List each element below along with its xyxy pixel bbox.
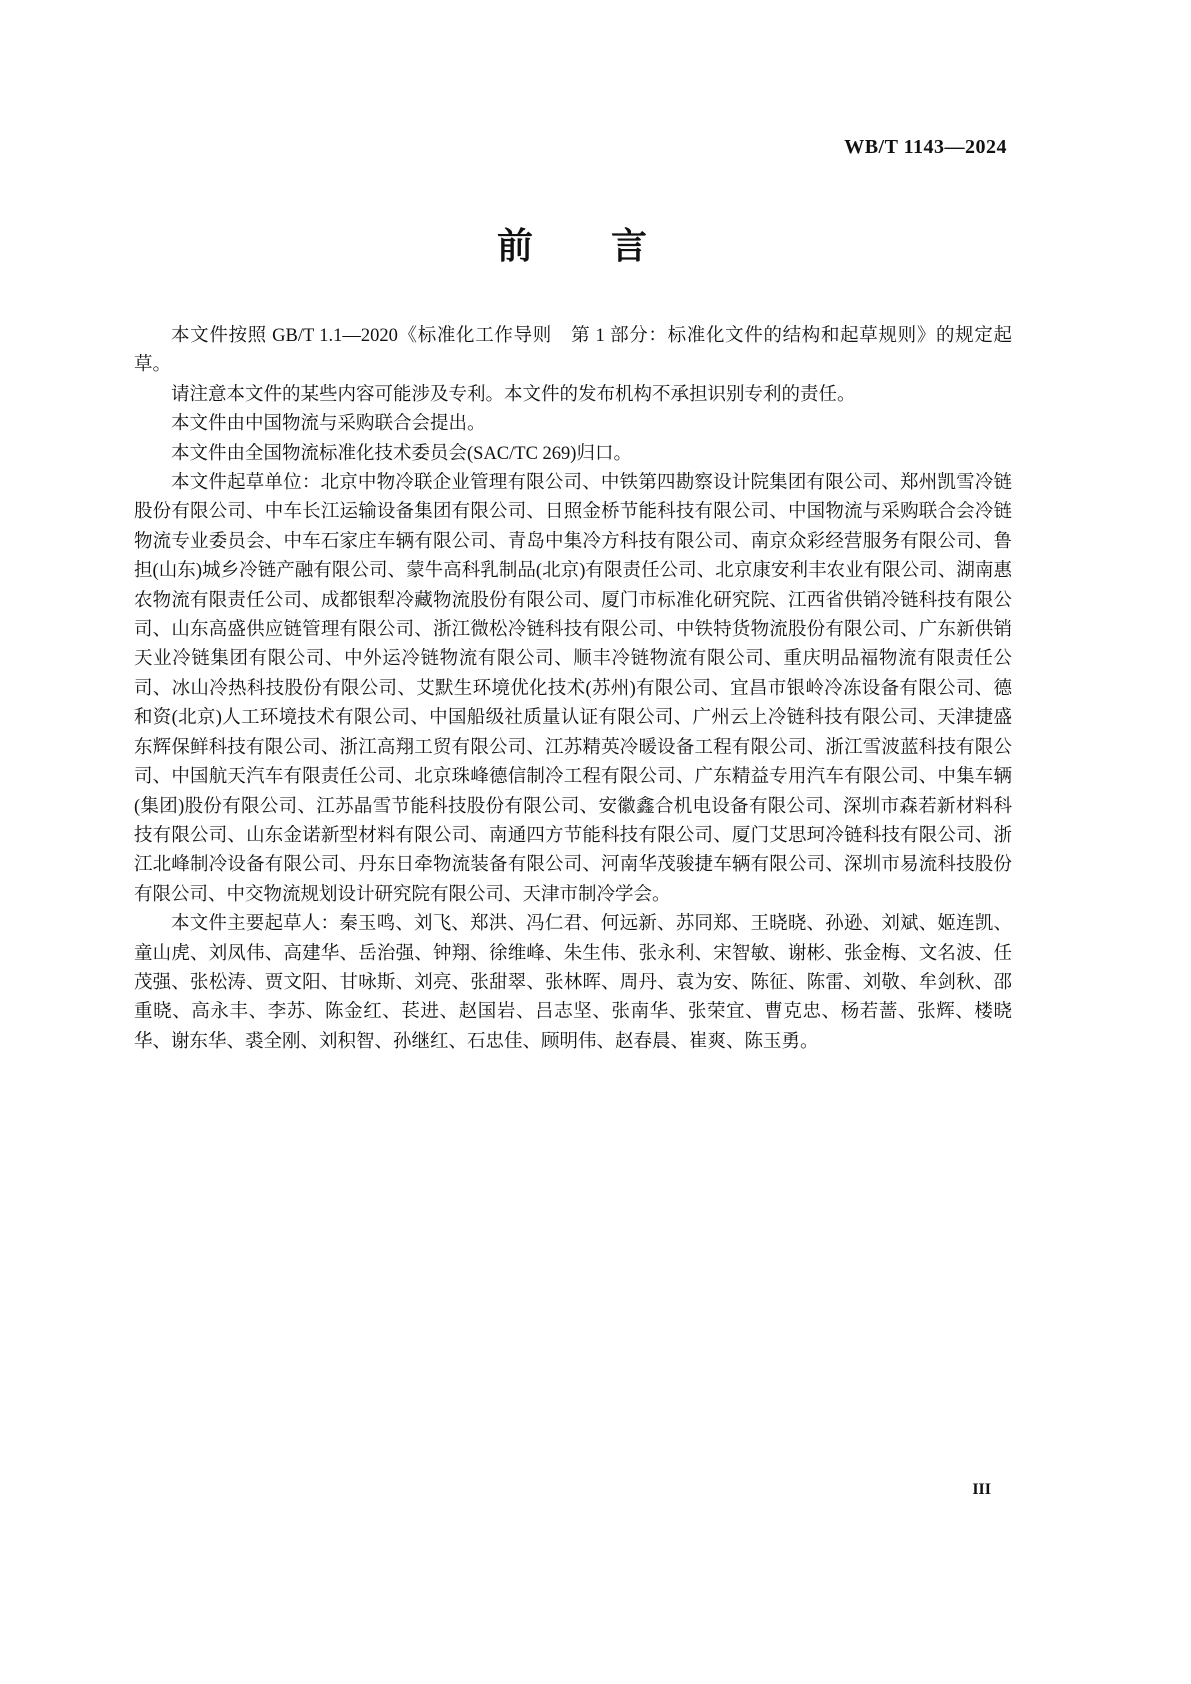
paragraph-drafting-rules: 本文件按照 GB/T 1.1—2020《标准化工作导则 第 1 部分：标准化文件的结构和起草规则》的规定起草。 <box>134 326 1012 376</box>
paragraph-patent-notice: 请注意本文件的某些内容可能涉及专利。本文件的发布机构不承担识别专利的责任。 <box>171 384 856 405</box>
paragraph-drafting-organizations: 本文件起草单位：北京中物冷联企业管理有限公司、中铁第四勘察设计院集团有限公司、郑州凯雪冷链股份有限公司、中车长江运输设备集团有限公司、日照金桥节能科技有限公司、中国物流与采购联合会冷链物流专业委员会、中车石家庄车辆有限公司、青岛中集冷方科技有限公司、南京众彩经营服务有限公司、鲁担(山东)城乡冷链产融有限公司、蒙牛高科乳制品(北京)有限责任公司、北京康安利丰农业有限公司、湖南惠农物流有限责任公司、成都银犁冷藏物流股份有限公司、厦门市标准化研究院、江西省供销冷链科技有限公司、山东高盛供应链管理有限公司、浙江微松冷链科技有限公司、中铁特货物流股份有限公司、广东新供销天业冷链集团有限公司、中外运冷链物流有限公司、顺丰冷链物流有限公司、重庆明品福物流有限责任公司、冰山冷热科技股份有限公司、艾默生环境优化技术(苏州)有限公司、宜昌市银岭冷冻设备有限公司、德和资(北京)人工环境技术有限公司、中国船级社质量认证有限公司、广州云上冷链科技有限公司、天津捷盛东辉保鲜科技有限公司、浙江高翔工贸有限公司、江苏精英冷暖设备工程有限公司、浙江雪波蓝科技有限公司、中国航天汽车有限责任公司、北京珠峰德信制冷工程有限公司、广东精益专用汽车有限公司、中集车辆(集团)股份有限公司、江苏晶雪节能科技股份有限公司、安徽鑫合机电设备有限公司、深圳市森若新材料科技有限公司、山东金诺新型材料有限公司、南通四方节能科技有限公司、厦门艾思珂冷链科技有限公司、浙江北峰制冷设备有限公司、丹东日牵物流装备有限公司、河南华茂骏捷车辆有限公司、深圳市易流科技股份有限公司、中交物流规划设计研究院有限公司、天津市制冷学会。 <box>134 473 1012 905</box>
page-number: III <box>972 1481 991 1498</box>
page-title: 前 言 <box>496 225 649 266</box>
standard-number: WB/T 1143—2024 <box>844 136 1007 158</box>
paragraph-proposed-by: 本文件由中国物流与采购联合会提出。 <box>171 414 486 435</box>
document-body <box>134 322 1012 1057</box>
paragraph-main-drafters: 本文件主要起草人：秦玉鸣、刘飞、郑洪、冯仁君、何远新、苏同郑、王晓晓、孙逊、刘斌、姬连凯、童山虎、刘凤伟、高建华、岳治强、钟翔、徐维峰、朱生伟、张永利、宋智敏、谢彬、张金梅、文名波、任茂强、张松涛、贾文阳、甘咏斯、刘亮、张甜翠、张林晖、周丹、袁为安、陈征、陈雷、刘敬、牟剑秋、邵重晓、高永丰、李苏、陈金红、苌进、赵国岩、吕志坚、张南华、张荣宜、曹克忠、杨若蔷、张辉、楼晓华、谢东华、裘全刚、刘积智、孙继红、石忠佳、顾明伟、赵春晨、崔爽、陈玉勇。 <box>134 914 1012 1052</box>
paragraph-centralized-by: 本文件由全国物流标准化技术委员会(SAC/TC 269)归口。 <box>171 443 632 464</box>
